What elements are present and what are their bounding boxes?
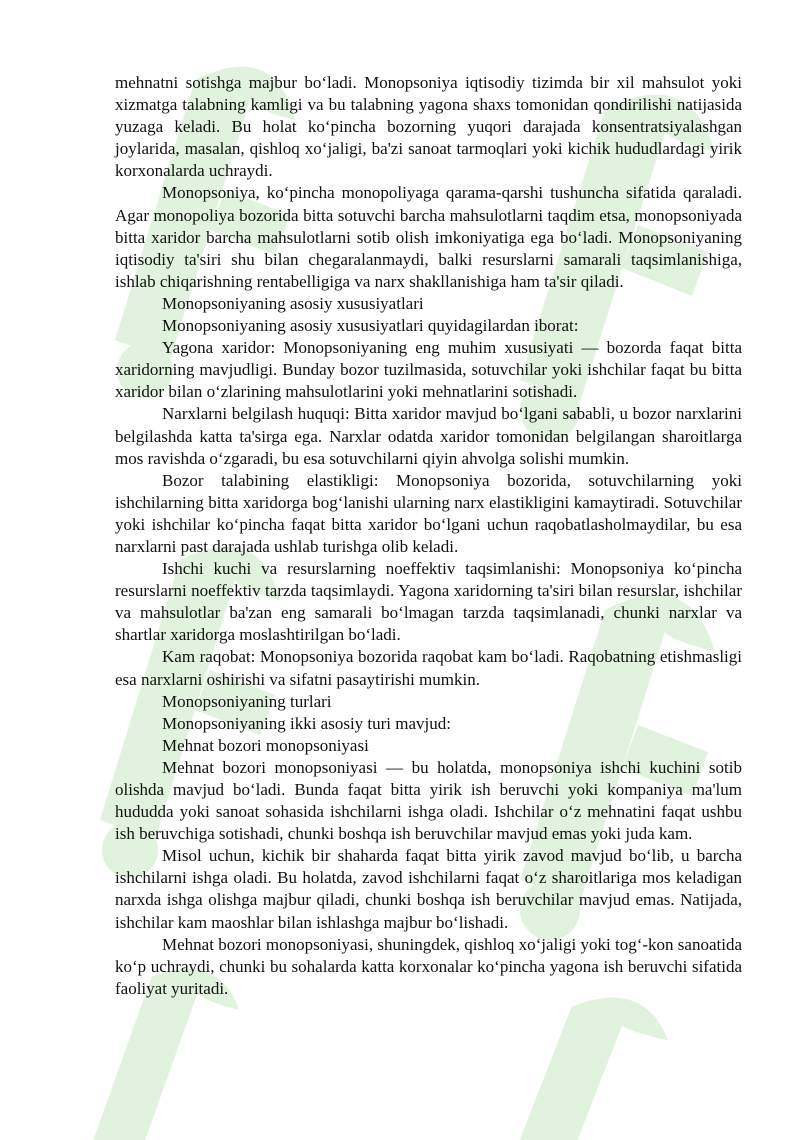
list-item: Narxlarni belgilash huquqi: Bitta xaridor mavjud bo‘lgani sababli, u bozor narxlarini belgilashda katta ta'sirga ega. Narxlar odatda xaridor tomonidan belgilangan sharoitlarga mos ravishda o‘zgaradi, bu esa sotuvchilarni qiyin ahvolga solishi mumkin. xyxy=(115,404,742,468)
body-paragraph: Mehnat bozori monopsoniyasi — bu holatda, monopsoniya ishchi kuchini sotib olishda mavjud bo‘ladi. Bunda faqat bitta yirik ish beruvchi yoki kompaniya ma'lum hududda yoki sanoat sohasida ishchilarni ishga oladi. Ishchilar o‘z mehnatini faqat ushbu ish beruvchiga sotishadi, chunki boshqa ish beruvchilar mavjud emas yoki juda kam. xyxy=(115,757,742,844)
body-paragraph: Misol uchun, kichik bir shaharda faqat bitta yirik zavod mavjud bo‘lib, u barcha ishchilarni ishga oladi. Bu holatda, zavod ishchilarni faqat o‘z sharoitlariga mos keladigan narxda ishga olishga majbur qiladi, chunki boshqa ish beruvchilar mavjud emas. Natijada, ishchilar kam maoshlar bilan ishlashga majbur bo‘lishadi. xyxy=(115,846,742,932)
leaf-logo-watermark-icon xyxy=(470,990,690,1140)
list-item: Kam raqobat: Monopsoniya bozorida raqobat kam bo‘ladi. Raqobatning etishmasligi esa narxlarni oshirishi va sifatni pasaytirishi mumkin. xyxy=(115,647,742,689)
body-paragraph: Mehnat bozori monopsoniyasi, shuningdek, qishloq xo‘jaligi yoki tog‘-kon sanoatida ko‘p uchraydi, chunki bu sohalarda katta korxonalar ko‘pincha yagona ish beruvchi sifatida faoliyat yuritadi. xyxy=(115,934,742,998)
section-heading: Monopsoniyaning turlari xyxy=(162,691,332,711)
body-paragraph: Monopsoniyaning asosiy xususiyatlari quyidagilardan iborat: xyxy=(162,316,579,336)
body-paragraph: Monopsoniya, ko‘pincha monopoliyaga qarama-qarshi tushuncha sifatida qaraladi. Agar monopoliya bozorida bitta sotuvchi barcha mahsulotlarni taqdim etsa, monopsoniyada bitta xaridor barcha mahsulotlarni sotib olish imkoniyatiga ega bo‘ladi. Monopsoniyaning iqtisodiy ta'siri shu bilan chegaralanmaydi, balki resurslarni samarali taqsimlanishiga, ishlab chiqarishning rentabelligiga va narx shakllanishiga ham ta'sir qiladi. xyxy=(115,183,742,291)
list-item: Bozor talabining elastikligi: Monopsoniya bozorida, sotuvchilarning yoki ishchilarning bitta xaridorga bog‘lanishi ularning narx elastikligini kamaytiradi. Sotuvchilar yoki ishchilar ko‘pincha faqat bitta xaridor bo‘lgani uchun raqobatlasholmaydilar, bu esa narxlarni past darajada ushlab turishga olib keladi. xyxy=(115,470,742,556)
list-item: Yagona xaridor: Monopsoniyaning eng muhim xususiyati — bozorda faqat bitta xaridorning mavjudligi. Bunday bozor tuzilmasida, sotuvchilar yoki ishchilar faqat bu bitta xaridor bilan o‘zlarining mahsulotlarini yoki mehnatlarini sotishadi. xyxy=(115,338,742,402)
section-heading: Monopsoniyaning asosiy xususiyatlari xyxy=(162,293,424,313)
document-body xyxy=(115,72,742,1000)
body-paragraph: Monopsoniyaning ikki asosiy turi mavjud: xyxy=(162,713,451,733)
body-paragraph: mehnatni sotishga majbur bo‘ladi. Monopsoniya iqtisodiy tizimda bir xil mahsulot yoki xizmatga talabning kamligi va bu talabning yagona shaxs tomonidan qondirilishi natijasida yuzaga keladi. Bu holat ko‘pincha bozorning yuqori darajada konsentratsiyalashgan joylarida, masalan, qishloq xo‘jaligi, ba'zi sanoat tarmoqlari yoki kichik hududlardagi yirik korxonalarda uchraydi. xyxy=(115,73,742,181)
list-item: Ishchi kuchi va resurslarning noeffektiv taqsimlanishi: Monopsoniya ko‘pincha resurslarni noeffektiv tarzda taqsimlaydi. Yagona xaridorning ta'siri bilan resurslar, ishchilar va mahsulotlar ba'zan eng samarali bo‘lmagan tarzda taqsimlanadi, chunki narxlar va shartlar xaridorga moslashtirilgan bo‘ladi. xyxy=(115,559,742,645)
subsection-heading: Mehnat bozori monopsoniyasi xyxy=(162,735,369,755)
